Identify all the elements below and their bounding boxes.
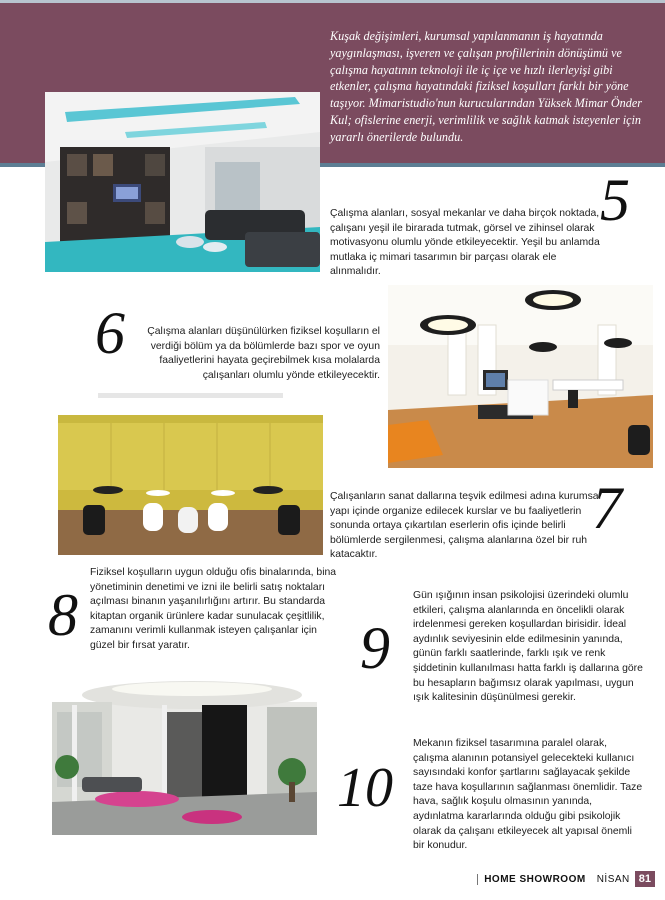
page-footer (477, 870, 655, 888)
section-number-6: 6 (95, 300, 125, 366)
photo-lounge-teal-sofa (45, 92, 320, 272)
section-8-text: Fiziksel koşulların uygun olduğu ofis binalarında, bina yönetiminin denetimi ve izni ile belirli satış noktaları açılması binanın yaşanılırlığını artırır. Bu standarda kitaptan organik ürünlere kadar sunulacak çeşitlilik, zamanını verimli kullanmak isteyen çalışanlar için güzel bir fırsat yaratır. (90, 567, 337, 651)
section-10-text: Mekanın fiziksel tasarımına paralel olarak, çalışma alanının potansiyel gelecekteki kullanıcı sayısındaki konfor şartlarını sağlayacak şekilde taze hava koşullarının sağlanması önemlidir. Taze hava, sağlık koşulu olmasının yanında, aydınlatma kararlarında olduğu gibi psikolojik olarak da çalışanı etkileyecek alt yapısal önemli bir konudur. (413, 738, 643, 852)
photo-lobby-curtain (52, 667, 317, 835)
section-9-text: Gün ışığının insan psikolojisi üzerindeki olumlu etkileri, çalışma alanlarında en öncelikli olarak irdelenmesi gereken koşullardan birisidir. İdeal aydınlık seviyesinin elde edilmesinin yanında, günün farklı saatlerinde, farklı ışık ve renk şiddetinin kullanılması hatta farklı iş dallarına göre bu hesapların bağımsız olarak yapılması, uygun ışık kalitesinin düşünülmesi gerekir. (413, 590, 643, 704)
section-5-text: Çalışma alanları, sosyal mekanlar ve daha birçok noktada, çalışanı yeşil ile birarada tutmak, görsel ve zihinsel olarak motivasyonu olumlu yönde etkileyecektir. Yeşil bu anlamda mutlaka iç mimari tasarımın bir parçası olarak ele alınmalıdır. (330, 208, 600, 278)
section-number-5: 5 (600, 167, 630, 233)
photo-office-ring-lamps (388, 285, 653, 468)
section-number-8: 8 (48, 582, 78, 648)
section-7-text: Çalışanların sanat dallarına teşvik edilmesi adına kurumsal yapı içinde organize edilecek kurslar ve bu faaliyetlerin sonunda ortaya çıkartılan eserlerin ofis içinde belirli bölümlerde sergilenmesi, çalışma alanlarına özel bir ruh katacaktır. (330, 491, 601, 561)
intro-text: Kuşak değişimleri, kurumsal yapılanmanın iş hayatında yaygınlaşması, işveren ve çalışan profillerinin dönüşümü ve çalışma hayatının teknoloji ile iç içe ve hızlı ilerleyişi gibi etkenler, çalışma hayatındaki fiziksel koşulları farklı bir yöne taşıyor. Mimaristudio'nun kurucularından Yüksek Mimar Önder Kul; ofislerine enerji, verimlilik ve sağlık katmak isteyenler için yararlı önerilerde bulundu. (330, 29, 643, 144)
section-6-text: Çalışma alanları düşünülürken fiziksel koşulların el verdiği bölüm ya da bölümlerde bazı spor ve oyun faaliyetlerini hayata geçirebilmek kısa molalarda çalışanları olumlu yönde etkileyecektir. (147, 326, 380, 381)
footer-magazine-name: HOME SHOWROOM (477, 874, 592, 885)
footer-month: NİSAN (596, 873, 630, 885)
section-number-9: 9 (360, 615, 390, 681)
photo-yellow-booth (58, 385, 323, 555)
footer-page-number: 81 (635, 871, 655, 887)
section-number-10: 10 (337, 757, 393, 819)
section-number-7: 7 (592, 475, 622, 541)
